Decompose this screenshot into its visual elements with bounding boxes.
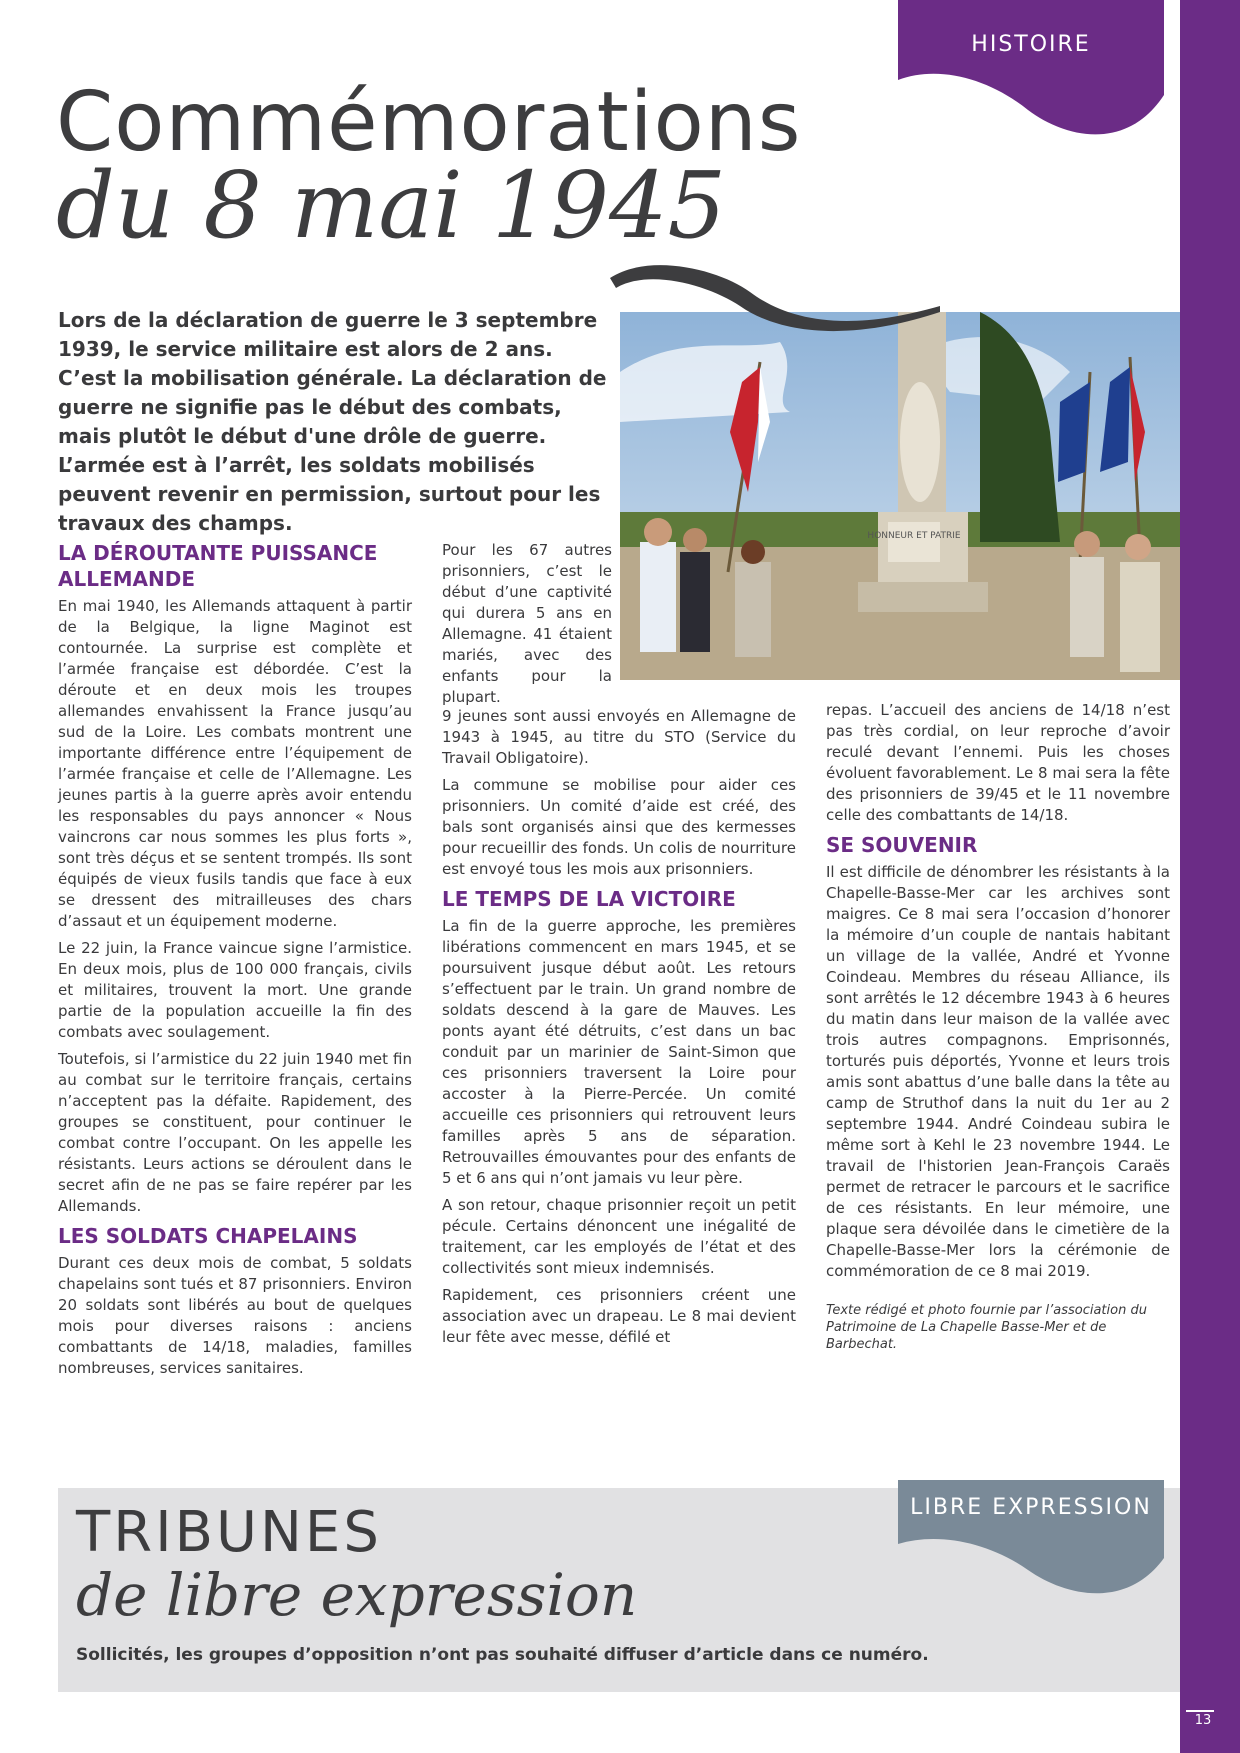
article-column-2 [442, 706, 796, 1354]
article-column-3 [826, 700, 1170, 1359]
lead-paragraph: Lors de la déclaration de guerre le 3 septembre 1939, le service militaire est alors de 2 ans. C’est la mobilisation générale. La déclaration de guerre ne signifie pas le début des combats, mais plutôt le début d'une drôle de guerre. L’armée est à l’arrêt, les soldats mobilisés peuvent revenir en permission, surtout pour les travaux des champs. [58, 308, 607, 535]
body-paragraph: 9 jeunes sont aussi envoyés en Allemagne de 1943 à 1945, au titre du STO (Service du Travail Obligatoire). [442, 707, 796, 767]
section-tab-label: HISTOIRE [971, 32, 1091, 57]
body-paragraph: Pour les 67 autres prisonniers, c’est le début d’une captivité qui durera 5 ans en Allemagne. 41 étaient mariés, avec des enfants pour la plupart. [442, 541, 612, 706]
body-paragraph: La fin de la guerre approche, les premières libérations commencent en mars 1945, et se poursuivent jusque début août. Les retours s’effectuent par le train. Un grand nombre de soldats descend à la gare de Mauves. Les ponts ayant été détruits, c’est dans un bac conduit par un marinier de Saint-Simon que ces prisonniers traversent la Loire pour accoster à la Pierre-Percée. Un comité accueille ces prisonniers qui retrouvent leurs familles après 5 ans de séparation. Retrouvailles émouvantes pour des enfants de 5 et 6 ans qui n’ont jamais vu leur père. [442, 917, 796, 1187]
body-paragraph: Rapidement, ces prisonniers créent une association avec un drapeau. Le 8 mai devient leur fête avec messe, défilé et [442, 1286, 796, 1346]
body-paragraph: En mai 1940, les Allemands attaquent à partir de la Belgique, la ligne Maginot est contournée. La surprise est complète et l’armée française est débordée. C’est la déroute et en deux mois les troupes allemandes envahissent la France jusqu’au sud de la Loire. Les combats montrent une importante différence entre l’équipement de l’armée française et celle de l’Allemagne. Les jeunes partis à la guerre après avoir entendu les responsables du pays annoncer « Nous vaincrons car nous sommes les plus forts », sont très déçus et se sentent trompés. Ils sont équipés de vieux fusils tandis que face à eux se dressent des mitrailleuses des chars d’assaut et un équipement moderne. [58, 597, 412, 930]
purple-side-stripe [1180, 0, 1240, 1753]
section-tab-libre-expression [898, 1480, 1164, 1598]
tribunes-note: Sollicités, les groupes d’opposition n’ont pas souhaité diffuser d’article dans ce numéro. [76, 1645, 929, 1665]
section-heading: LES SOLDATS CHAPELAINS [58, 1224, 358, 1248]
decorative-wave [610, 262, 940, 342]
page-subtitle-script: du 8 mai 1945 [56, 152, 727, 259]
section-tab-histoire [898, 0, 1164, 140]
section-heading: SE SOUVENIR [826, 833, 978, 857]
page-number: 13 [1194, 1713, 1212, 1728]
body-paragraph: Il est difficile de dénombrer les résistants à la Chapelle-Basse-Mer car les archives sont maigres. Ce 8 mai sera l’occasion d’honorer la mémoire d’un couple de nantais habitant un village de la vallée, André et Yvonne Coindeau. Membres du réseau Alliance, ils sont arrêtés le 12 décembre 1943 à 6 heures du matin dans leur maison de la vallée avec trois autres compagnons. Emprisonnés, torturés puis déportés, Yvonne et leurs trois amis sont abattus d’une balle dans la tête au camp de Struthof dans la nuit du 1er au 2 septembre 1944. André Coindeau subira le même sort à Kehl le 23 novembre 1944. Le travail de l'historien Jean-François Caraës permet de retracer le parcours et le sacrifice de ces résistants. En leur mémoire, une plaque sera dévoilée dans le cimetière de la Chapelle-Basse-Mer lors la cérémonie de commémoration de ce 8 mai 2019. [826, 863, 1170, 1280]
body-paragraph: Le 22 juin, la France vaincue signe l’armistice. En deux mois, plus de 100 000 français, civils et militaires, trouvent la mort. Une grande partie de la population accueille la fin des combats avec soulagement. [58, 939, 412, 1041]
tab-wave-shape [898, 0, 1164, 140]
section-heading: LE TEMPS DE LA VICTOIRE [442, 887, 736, 911]
article-column-1 [58, 540, 412, 1385]
page-number-rule [1186, 1710, 1214, 1712]
body-paragraph: La commune se mobilise pour aider ces prisonniers. Un comité d’aide est créé, des bals sont organisés ainsi que des kermesses pour recueillir des fonds. Un colis de nourriture est envoyé tous les mois aux prisonniers. [442, 776, 796, 878]
section-heading: LA DÉROUTANTE PUISSANCE ALLEMANDE [58, 541, 378, 591]
article-column-2-narrow [442, 540, 612, 714]
photo-credit: Texte rédigé et photo fournie par l’association du Patrimoine de La Chapelle Basse-Mer et de Barbechat. [826, 1303, 1147, 1352]
commemoration-photo [620, 312, 1180, 680]
section-tab-label: LIBRE EXPRESSION [910, 1495, 1152, 1520]
tribunes-subtitle-script: de libre expression [76, 1561, 638, 1629]
body-paragraph: A son retour, chaque prisonnier reçoit un petit pécule. Certains dénoncent une inégalité de traitement, car les employés de l’état et des collectivités sont mieux indemnisés. [442, 1196, 796, 1277]
page-title: Commémorations [56, 75, 802, 170]
body-paragraph: repas. L’accueil des anciens de 14/18 n’est pas très cordial, on leur reproche d’avoir reculé devant l’ennemi. Puis les choses évoluent favorablement. Le 8 mai sera la fête des prisonniers de 39/45 et le 11 novembre celle des combattants de 14/18. [826, 701, 1170, 824]
monument-inscription: HONNEUR ET PATRIE [867, 531, 961, 541]
tribunes-title: TRIBUNES [76, 1500, 382, 1565]
body-paragraph: Durant ces deux mois de combat, 5 soldats chapelains sont tués et 87 prisonniers. Environ 20 soldats sont libérés au bout de quelques mois pour diverses raisons : anciens combattants de 14/18, maladies, familles nombreuses, services sanitaires. [58, 1254, 412, 1377]
body-paragraph: Toutefois, si l’armistice du 22 juin 1940 met fin au combat sur le territoire français, certains n’acceptent pas la défaite. Rapidement, des groupes se constituent, pour continuer le combat contre l’occupant. On les appelle les résistants. Leurs actions se déroulent dans le secret afin de ne pas se faire repérer par les Allemands. [58, 1050, 412, 1215]
